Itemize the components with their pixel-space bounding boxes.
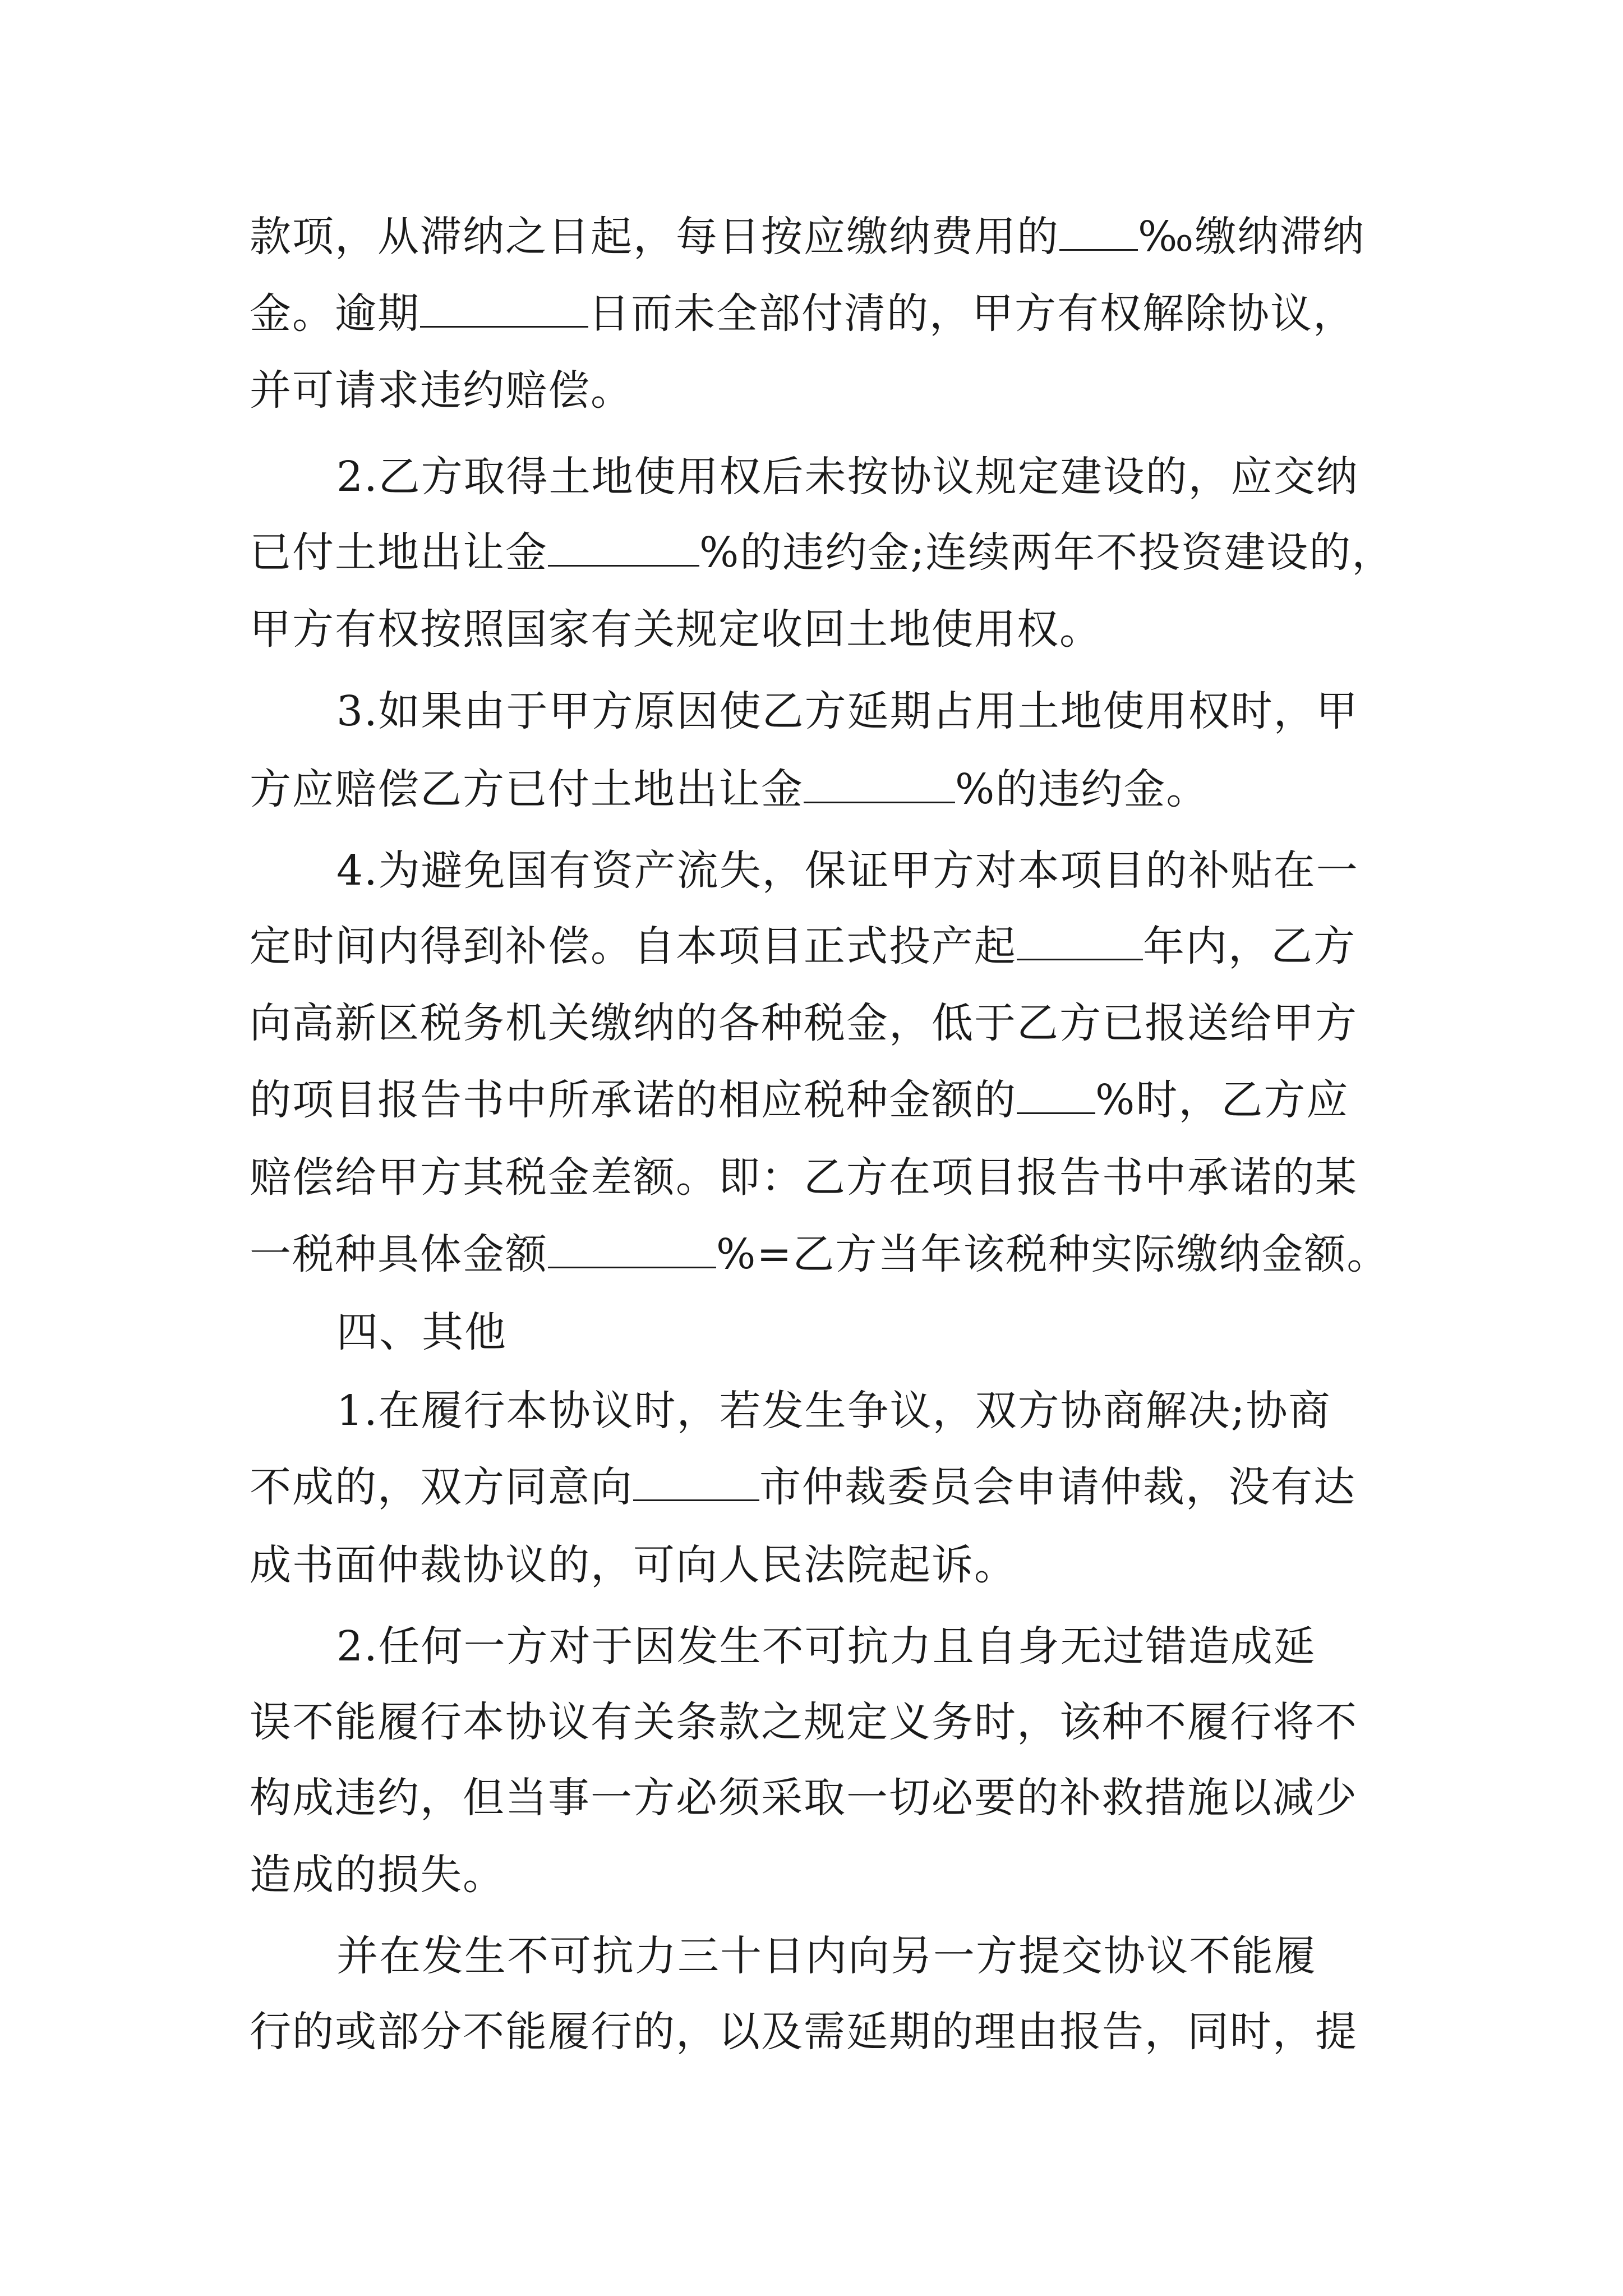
text-line: 构成违约，但当事一方必须采取一切必要的补救措施以减少	[250, 1774, 1358, 1822]
fill-blank	[1017, 1078, 1095, 1114]
text-line: 1.在履行本协议时，若发生争议，双方协商解决;协商	[336, 1387, 1331, 1435]
text-line: 一税种具体金额 %=乙方当年该税种实际缴纳金额。	[250, 1230, 1390, 1278]
text-line: 误不能履行本协议有关条款之规定义务时，该种不履行将不	[250, 1698, 1358, 1746]
section-heading: 四、其他	[336, 1308, 507, 1356]
text-line: 不成的，双方同意向 市仲裁委员会申请仲裁，没有达	[250, 1463, 1356, 1511]
text-line: 向高新区税务机关缴纳的各种税金，低于乙方已报送给甲方	[250, 999, 1358, 1047]
text-line: 定时间内得到补偿。自本项目正式投产起 年内，乙方	[250, 922, 1356, 970]
fill-blank	[633, 1465, 759, 1501]
fill-blank	[548, 1232, 716, 1268]
fill-blank	[804, 767, 955, 803]
text-line: 已付土地出让金 %的违约金;连续两年不投资建设的，	[250, 528, 1395, 577]
text-line: 4.为避免国有资产流失，保证甲方对本项目的补贴在一	[336, 846, 1359, 895]
text-line: 甲方有权按照国家有关规定收回土地使用权。	[250, 605, 1102, 654]
text-line: 金。逾期 日而未全部付清的，甲方有权解除协议，	[250, 289, 1355, 338]
text-line: 并可请求违约赔偿。	[250, 366, 633, 415]
text-line: 3.如果由于甲方原因使乙方延期占用土地使用权时，甲	[336, 687, 1359, 735]
text-line: 赔偿给甲方其税金差额。即：乙方在项目报告书中承诺的某	[250, 1153, 1358, 1202]
text-line: 款项，从滞纳之日起，每日按应缴纳费用的 ‰缴纳滞纳	[250, 213, 1366, 261]
text-line: 并在发生不可抗力三十日内向另一方提交协议不能履	[336, 1932, 1317, 1980]
fill-blank	[1017, 924, 1143, 960]
fill-blank	[1059, 214, 1138, 251]
text-line: 方应赔偿乙方已付土地出让金 %的违约金。	[250, 765, 1209, 813]
text-line: 成书面仲裁协议的，可向人民法院起诉。	[250, 1541, 1017, 1589]
fill-blank	[548, 530, 699, 567]
fill-blank	[420, 291, 588, 328]
text-line: 2.乙方取得土地使用权后未按协议规定建设的，应交纳	[336, 453, 1359, 501]
text-line: 2.任何一方对于因发生不可抗力且自身无过错造成延	[336, 1622, 1316, 1671]
text-line: 造成的损失。	[250, 1851, 505, 1899]
text-line: 的项目报告书中所承诺的相应税种金额的 %时，乙方应	[250, 1076, 1349, 1124]
text-line: 行的或部分不能履行的，以及需延期的理由报告，同时，提	[250, 2008, 1358, 2056]
